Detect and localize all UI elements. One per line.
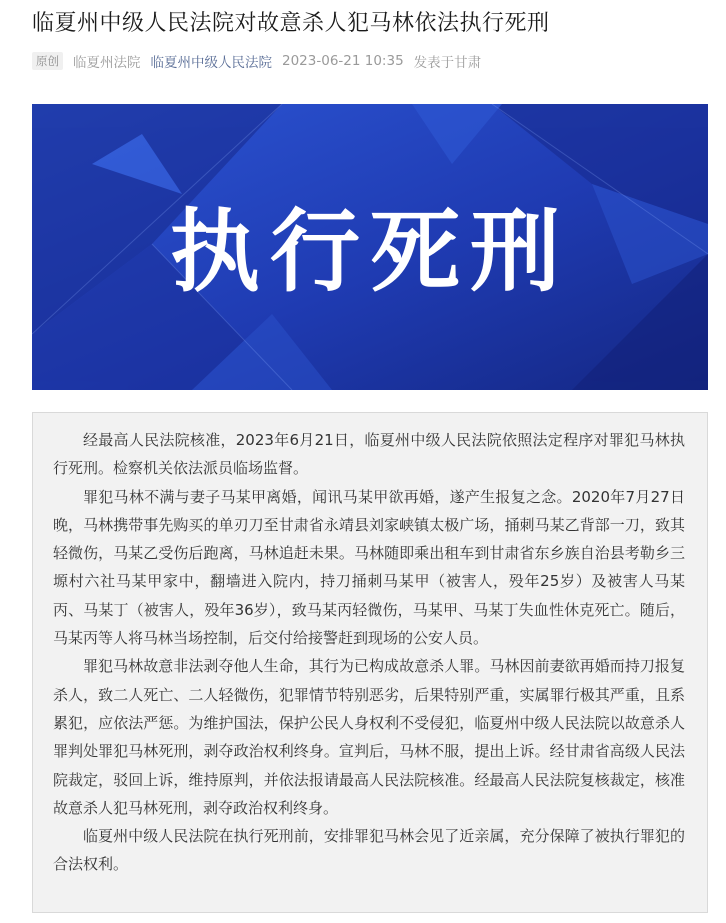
article-meta <box>32 50 481 72</box>
paragraph: 临夏州中级人民法院在执行死刑前，安排罪犯马林会见了近亲属，充分保障了被执行罪犯的合法权利。 <box>53 827 685 874</box>
paragraph: 罪犯马林故意非法剥夺他人生命，其行为已构成故意杀人罪。马林因前妻欲再婚而持刀报复杀人，致二人死亡、二人轻微伤，犯罪情节特别恶劣，后果特别严重，实属罪行极其严重，且系累犯，应依法严惩。为维护国法，保护公民人身权利不受侵犯，临夏州中级人民法院以故意杀人罪判处罪犯马林死刑，剥夺政治权利终身。宣判后，马林不服，提出上诉。经甘肃省高级人民法院裁定，驳回上诉，维持原判，并依法报请最高人民法院核准。经最高人民法院复核裁定，核准故意杀人犯马林死刑，剥夺政治权利终身。 <box>53 657 685 817</box>
article-body <box>32 412 708 913</box>
publish-time: 2023-06-21 10:35 <box>282 53 404 69</box>
author-source: 临夏州法院 <box>73 55 141 71</box>
banner-graphic <box>32 104 708 390</box>
banner-image <box>32 104 708 390</box>
paragraph: 罪犯马林不满与妻子马某甲离婚，闻讯马某甲欲再婚，遂产生报复之念。2020年7月27日晚，马林携带事先购买的单刃刀至甘肃省永靖县刘家峡镇太极广场，捅刺马某乙背部一刀，致其轻微伤，马某乙受伤后跑离，马林追赶未果。马林随即乘出租车到甘肃省东乡族自治县考勒乡三塬村六社马某甲家中，翻墙进入院内，持刀捅刺马某甲（被害人，殁年25岁）及被害人马某丙、马某丁（被害人，殁年36岁），致马某丙轻微伤，马某甲、马某丁失血性休克死亡。随后，马某丙等人将马林当场控制，后交付给接警赶到现场的公安人员。 <box>53 487 685 648</box>
account-name-link[interactable]: 临夏州中级人民法院 <box>150 55 272 71</box>
original-badge: 原创 <box>32 52 63 70</box>
publish-location: 发表于甘肃 <box>413 55 482 71</box>
banner-title: 执行死刑 <box>170 199 570 305</box>
paragraph: 经最高人民法院核准，2023年6月21日，临夏州中级人民法院依照法定程序对罪犯马林执行死刑。检察机关依法派员临场监督。 <box>53 431 685 478</box>
article-title: 临夏州中级人民法院对故意杀人犯马林依法执行死刑 <box>32 11 550 36</box>
